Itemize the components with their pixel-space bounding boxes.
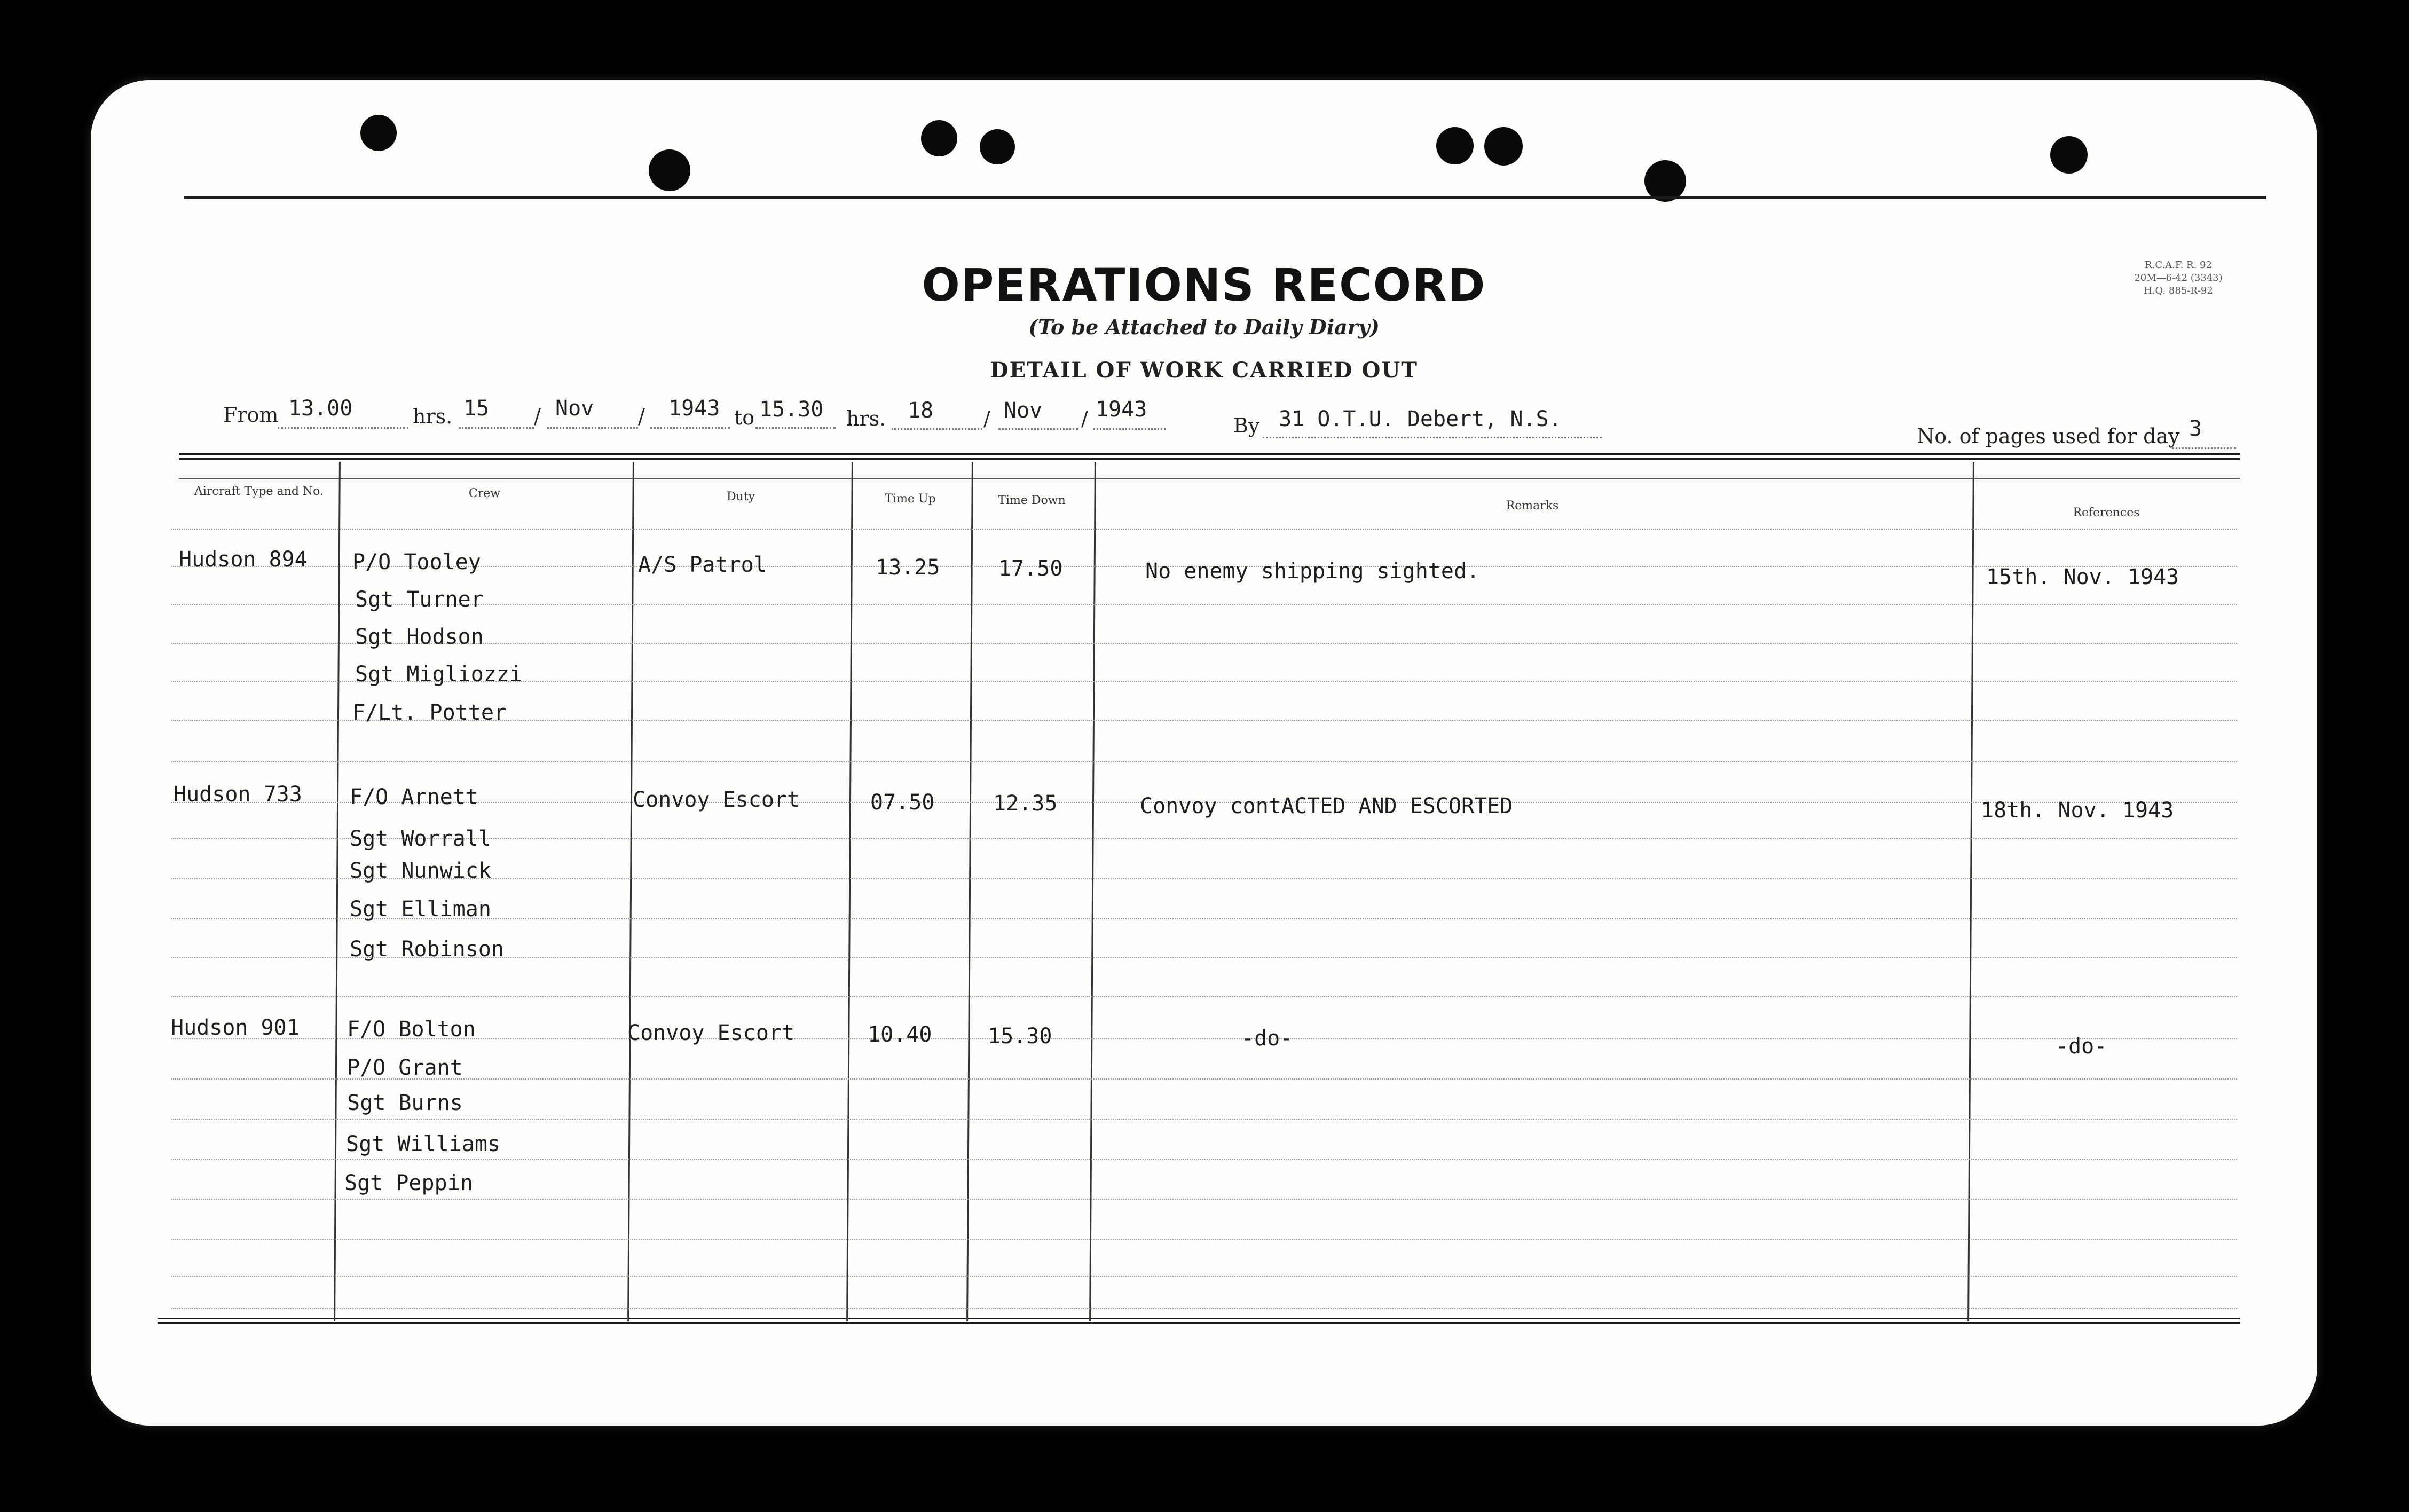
top-rule bbox=[184, 196, 2266, 199]
punch-hole bbox=[1644, 160, 1686, 202]
entry-duty: Convoy Escort bbox=[627, 1021, 795, 1045]
slash: / bbox=[534, 405, 541, 428]
entry-crew-member: Sgt Hodson bbox=[355, 625, 484, 649]
entry-aircraft: Hudson 733 bbox=[174, 782, 302, 807]
entry-remarks: No enemy shipping sighted. bbox=[1145, 559, 1480, 584]
operations-record-card bbox=[91, 80, 2317, 1426]
column-divider bbox=[1967, 462, 1974, 1321]
entry-crew-member: Sgt Turner bbox=[355, 587, 484, 612]
entry-crew-member: Sgt Nunwick bbox=[350, 859, 491, 883]
ruling-line bbox=[171, 1239, 2237, 1240]
entry-reference: 18th. Nov. 1943 bbox=[1981, 798, 2174, 823]
entry-reference: 15th. Nov. 1943 bbox=[1986, 565, 2179, 589]
column-divider bbox=[966, 462, 973, 1321]
punch-hole bbox=[360, 115, 397, 151]
table-header-rule bbox=[179, 478, 2240, 479]
ruling-line bbox=[171, 1119, 2237, 1120]
from-year: 1943 bbox=[668, 396, 720, 421]
form-subtitle: (To be Attached to Daily Diary) bbox=[1028, 315, 1380, 339]
entry-remarks: Convoy contACTED AND ESCORTED bbox=[1140, 794, 1513, 818]
form-code-line: 20M—6-42 (3343) bbox=[2134, 272, 2223, 284]
entry-remarks: -do- bbox=[1241, 1026, 1293, 1051]
form-heading: DETAIL OF WORK CARRIED OUT bbox=[989, 358, 1419, 383]
column-header-time-down: Time Down bbox=[998, 494, 1066, 507]
entry-time-up: 07.50 bbox=[870, 790, 935, 815]
entry-aircraft: Hudson 901 bbox=[171, 1015, 300, 1040]
ruling-line bbox=[171, 1276, 2237, 1277]
entry-crew-member: F/O Arnett bbox=[350, 785, 478, 809]
ruling-line bbox=[171, 1308, 2237, 1309]
column-header-duty: Duty bbox=[726, 490, 755, 503]
from-day: 15 bbox=[463, 396, 490, 421]
form-code-line: H.Q. 885-R-92 bbox=[2144, 285, 2213, 296]
ruling-line bbox=[171, 529, 2237, 530]
column-header-time-up: Time Up bbox=[885, 492, 936, 506]
entry-duty: Convoy Escort bbox=[633, 788, 800, 812]
ruling-line bbox=[171, 996, 2237, 997]
fill-line bbox=[650, 427, 730, 429]
ruling-line bbox=[171, 1078, 2237, 1080]
ruling-line bbox=[171, 1199, 2237, 1200]
to-label: to bbox=[734, 406, 755, 429]
entry-crew-member: Sgt Robinson bbox=[350, 937, 504, 962]
to-year: 1943 bbox=[1096, 397, 1147, 422]
entry-crew-member: Sgt Elliman bbox=[350, 897, 491, 922]
table-bottom-rule bbox=[158, 1318, 2240, 1319]
punch-hole bbox=[649, 149, 690, 191]
fill-line bbox=[547, 427, 638, 429]
entry-crew-member: F/Lt. Potter bbox=[352, 700, 507, 725]
column-divider bbox=[334, 462, 341, 1321]
column-header-references: References bbox=[2073, 506, 2140, 519]
column-divider bbox=[846, 462, 853, 1321]
entry-time-up: 10.40 bbox=[868, 1022, 932, 1047]
entry-crew-member: F/O Bolton bbox=[347, 1017, 476, 1042]
entry-crew-member: Sgt Worrall bbox=[350, 826, 491, 851]
fill-line bbox=[278, 427, 408, 429]
entry-reference: -do- bbox=[2056, 1034, 2107, 1059]
column-divider bbox=[627, 462, 634, 1321]
slash: / bbox=[638, 405, 645, 428]
to-time: 15.30 bbox=[759, 397, 824, 422]
punch-hole bbox=[2050, 136, 2088, 174]
entry-aircraft: Hudson 894 bbox=[179, 547, 308, 572]
fill-line bbox=[2172, 447, 2236, 449]
punch-hole bbox=[1436, 127, 1474, 164]
hrs-label: hrs. bbox=[413, 405, 453, 428]
punch-hole bbox=[1484, 127, 1523, 166]
entry-crew-member: P/O Tooley bbox=[352, 550, 481, 574]
form-code-line: R.C.A.F. R. 92 bbox=[2145, 259, 2212, 271]
ruling-line bbox=[171, 761, 2237, 762]
entry-time-down: 15.30 bbox=[988, 1024, 1052, 1049]
table-top-rule bbox=[179, 453, 2240, 455]
ruling-line bbox=[171, 1159, 2237, 1160]
from-time: 13.00 bbox=[288, 396, 353, 421]
column-header-crew: Crew bbox=[468, 487, 501, 500]
ruling-line bbox=[171, 1038, 2237, 1040]
from-month: Nov bbox=[555, 396, 594, 421]
fill-line bbox=[755, 427, 836, 429]
slash: / bbox=[983, 407, 990, 430]
entry-crew-member: Sgt Williams bbox=[346, 1132, 500, 1156]
entry-crew-member: Sgt Migliozzi bbox=[355, 662, 523, 687]
column-divider bbox=[1089, 462, 1096, 1321]
entry-crew-member: P/O Grant bbox=[347, 1056, 463, 1080]
pages-label: No. of pages used for day bbox=[1917, 424, 2180, 448]
hrs-label: hrs. bbox=[846, 407, 886, 430]
fill-line bbox=[459, 427, 534, 429]
slash: / bbox=[1081, 407, 1088, 430]
pages-value: 3 bbox=[2189, 416, 2202, 441]
punch-hole bbox=[921, 120, 957, 156]
entry-time-down: 12.35 bbox=[993, 791, 1058, 816]
form-code bbox=[2120, 259, 2237, 297]
fill-line bbox=[998, 428, 1078, 430]
fill-line bbox=[892, 428, 982, 430]
column-header-aircraft: Aircraft Type and No. bbox=[194, 485, 324, 498]
table-top-rule bbox=[179, 458, 2240, 460]
form-title: OPERATIONS RECORD bbox=[922, 259, 1486, 311]
by-value: 31 O.T.U. Debert, N.S. bbox=[1279, 407, 1562, 431]
column-header-remarks: Remarks bbox=[1506, 499, 1559, 513]
from-label: From bbox=[223, 403, 279, 427]
to-day: 18 bbox=[908, 398, 934, 423]
to-month: Nov bbox=[1004, 398, 1043, 423]
punch-hole bbox=[980, 129, 1015, 164]
fill-line bbox=[1263, 437, 1602, 438]
entry-time-up: 13.25 bbox=[876, 555, 940, 580]
table-bottom-rule bbox=[158, 1322, 2240, 1324]
fill-line bbox=[1093, 428, 1166, 430]
entry-crew-member: Sgt Burns bbox=[347, 1091, 463, 1115]
by-label: By bbox=[1233, 414, 1260, 437]
entry-duty: A/S Patrol bbox=[638, 553, 767, 577]
entry-time-down: 17.50 bbox=[998, 556, 1063, 581]
entry-crew-member: Sgt Peppin bbox=[344, 1171, 473, 1195]
